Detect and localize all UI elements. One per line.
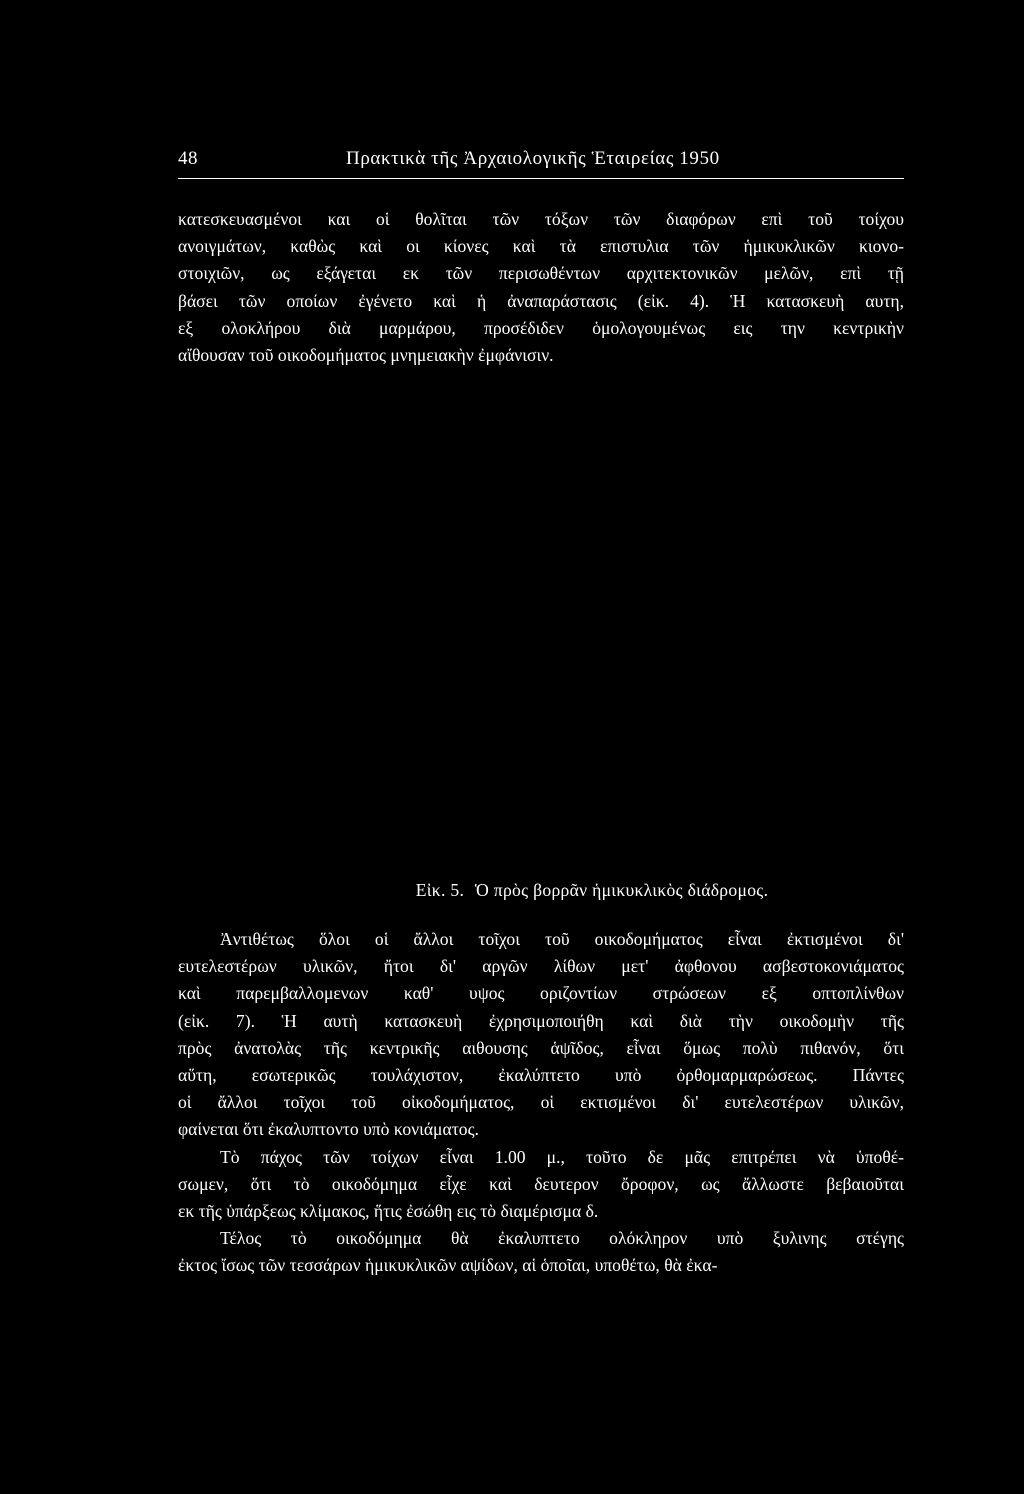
text-line: (εἰκ. 7). Ἡ αυτὴ κατασκευὴ ἐχρησιμοποιήθη καὶ διὰ τὴν οικοδομὴν τῆς — [178, 1010, 904, 1031]
text-line: αἴθουσαν τοῦ οικοδομήματος μνημειακὴν ἐμφάνισιν. — [178, 344, 554, 365]
text-line: οἱ ἄλλοι τοῖχοι τοῦ οἰκοδομήματος, οἱ εκτισμένοι δι' ευτελεστέρων υλικῶν, — [178, 1092, 904, 1113]
paragraph-2 — [178, 926, 904, 1144]
text-line: κατεσκευασμένοι και οἱ θολῖται τῶν τόξων τῶν διαφόρων επὶ τοῦ τοίχου — [178, 209, 904, 229]
text-line: βάσει τῶν οποίων ἐγένετο καὶ ἡ ἀναπαράστασις (εἰκ. 4). Ἡ κατασκευὴ αυτη, — [178, 290, 904, 311]
figure-caption-text: Ὁ πρὸς βορρᾶν ἡμικυκλικὸς διάδρομος. — [474, 880, 769, 900]
figure-label: Εἰκ. 5. — [415, 880, 465, 900]
text-line: αὕτη, εσωτερικῶς τουλάχιστον, ἐκαλύπτετο υπὸ ὀρθομαρμαρώσεως. Πάντες — [178, 1064, 904, 1085]
text-line: ανοιγμάτων, καθὼς καὶ οι κίονες καὶ τὰ επιστυλια τῶν ἡμικυκλικῶν κιονο- — [178, 236, 904, 257]
text-line: Ἀντιθέτως ὅλοι οἱ ἄλλοι τοῖχοι τοῦ οικοδομήματος εἶναι ἐκτισμένοι δι' — [220, 929, 904, 949]
text-line: Τέλος τὸ οικοδόμημα θὰ ἐκαλυπτετο ολόκληρον υπὸ ξυλινης στέγης — [220, 1228, 904, 1249]
paragraph-4 — [178, 1225, 904, 1279]
text-line: σωμεν, ὅτι τὸ οικοδόμημα εἶχε καὶ δευτερον ὄροφον, ως ἄλλωστε βεβαιοῦται — [178, 1173, 904, 1194]
text-line: φαίνεται ὅτι ἐκαλυπτοντο υπὸ κονιάματος. — [178, 1119, 479, 1140]
text-line: εκ τῆς ὑπάρξεως κλίμακος, ἥτις ἐσώθη εις τὸ διαμέρισμα δ. — [178, 1200, 599, 1221]
text-line: ευτελεστέρων υλικῶν, ἤτοι δι' αργῶν λίθων μετ' ἀφθονου ασβεστοκονιάματος — [178, 956, 904, 977]
figure-image — [178, 400, 904, 860]
text-line: στοιχιῶν, ως εξάγεται εκ τῶν περισωθέντων αρχιτεκτονικῶν μελῶν, επὶ τῇ — [178, 263, 904, 284]
paragraph-1 — [178, 206, 904, 369]
paragraph-3 — [178, 1144, 904, 1226]
text-line: εξ ολοκλήρου διὰ μαρμάρου, προσέδιδεν ὁμολογουμένως εις την κεντρικὴν — [178, 317, 904, 338]
text-line: ἐκτος ἴσως τῶν τεσσάρων ἡμικυκλικῶν αψίδων, αἱ ὁποῖαι, υποθέτω, θὰ ἐκα- — [178, 1255, 718, 1276]
text-line: καὶ παρεμβαλλομενων καθ' υψος οριζοντίων στρώσεων εξ οπτοπλίνθων — [178, 983, 904, 1004]
text-line: πρὸς ἀνατολὰς τῆς κεντρικῆς αιθουσης ἁψῖδος, εἶναι ὅμως πολὺ πιθανόν, ὅτι — [178, 1037, 904, 1058]
page-header — [178, 148, 904, 179]
page-number: 48 — [178, 148, 198, 169]
figure-caption — [80, 880, 1024, 901]
text-line: Τὸ πάχος τῶν τοίχων εἶναι 1.00 μ., τοῦτο δε μᾶς επιτρέπει νὰ ὑποθέ- — [220, 1146, 904, 1167]
running-title: Πρακτικὰ τῆς Ἀρχαιολογικῆς Ἑταιρείας 1950 — [346, 148, 720, 169]
